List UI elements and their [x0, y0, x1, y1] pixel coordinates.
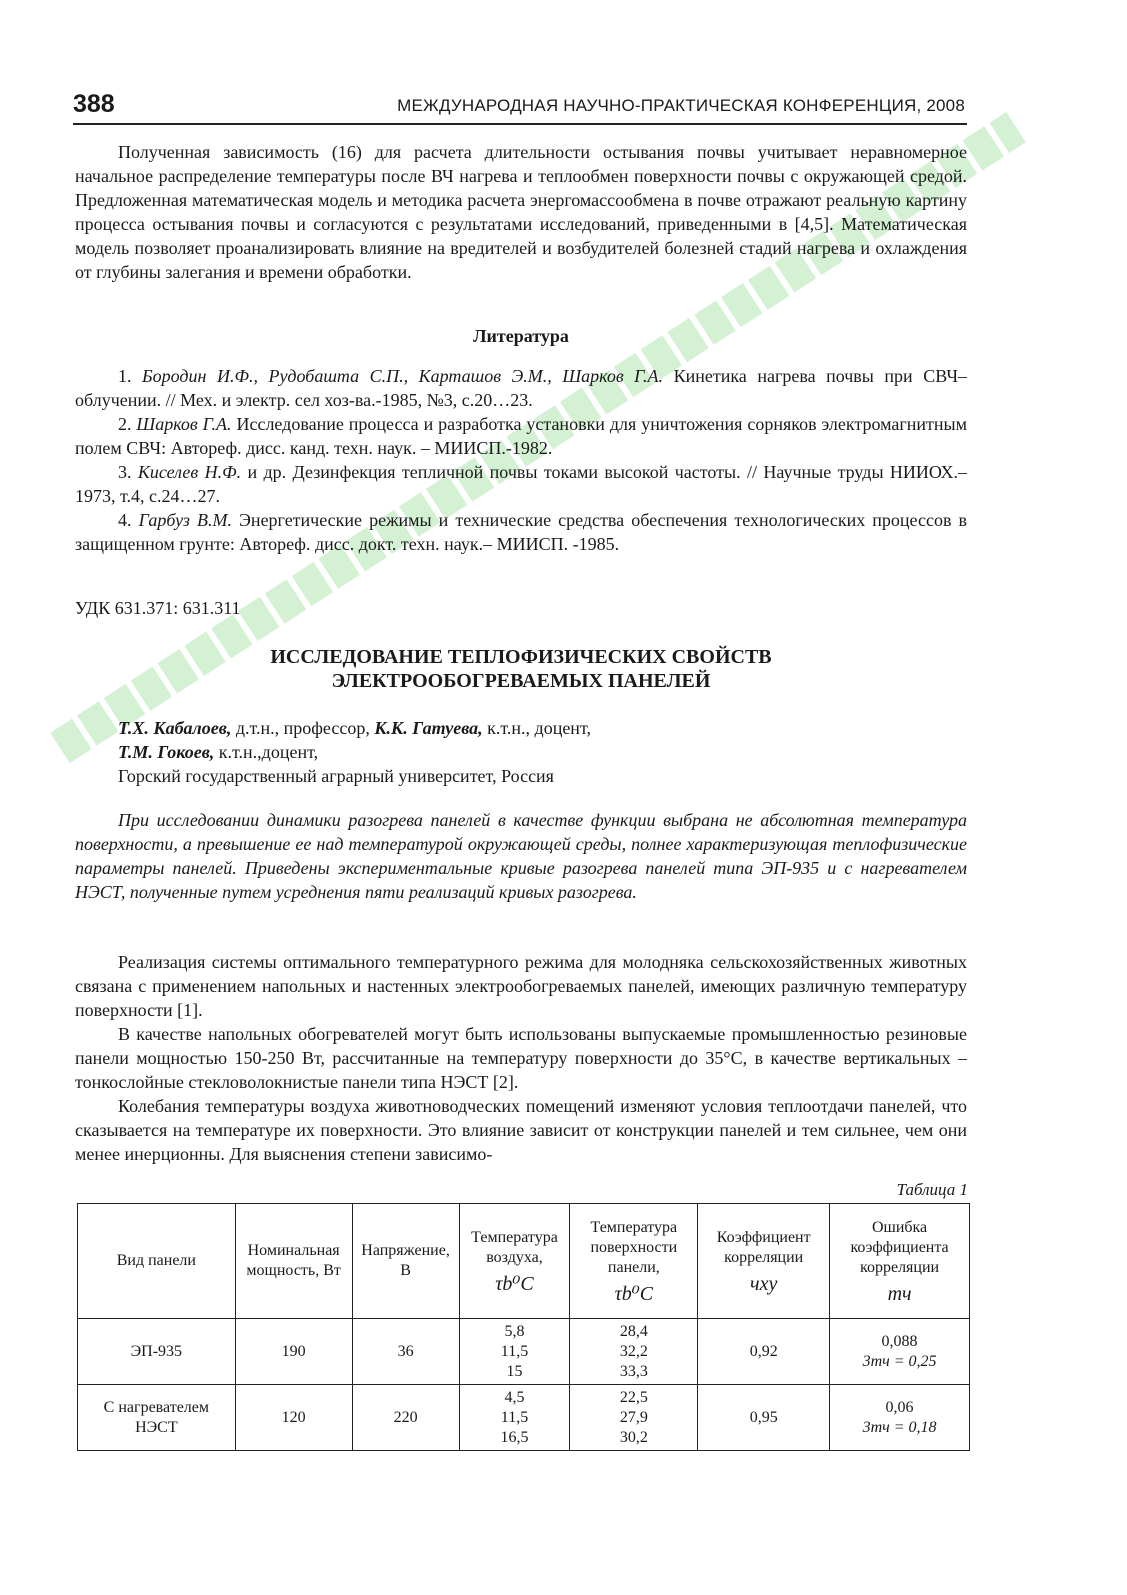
cell-power: 120	[235, 1385, 352, 1451]
author-name: Т.М. Гокоев,	[118, 742, 215, 762]
authors-block	[118, 716, 591, 788]
table-row	[78, 1385, 970, 1451]
author-name: Т.Х. Кабалоев,	[118, 718, 232, 738]
authors-line-2: Т.М. Гокоев, к.т.н.,доцент,	[118, 742, 319, 762]
body-text	[75, 950, 967, 1166]
references-list	[75, 364, 967, 556]
header-surface-temp: Температура поверхности панели, τb⁰C	[570, 1204, 698, 1319]
running-title: МЕЖДУНАРОДНАЯ НАУЧНО-ПРАКТИЧЕСКАЯ КОНФЕРЕНЦИЯ, 2008	[397, 96, 965, 115]
reference-item: 3. Киселев Н.Ф. и др. Дезинфекция тепличной почвы токами высокой частоты. // Научные труды НИИОХ.– 1973, т.4, с.24…27.	[75, 462, 968, 506]
header-air-temp: Температура воздуха, τb⁰C	[459, 1204, 570, 1319]
table-header-row	[78, 1204, 970, 1319]
abstract-text: При исследовании динамики разогрева панелей в качестве функции выбрана не абсолютная температура поверхности, а превышение ее над температурой окружающей среды, полнее характеризующая теплофизические параметры панелей. Приведены экспериментальные кривые разогрева панелей типа ЭП-935 и с нагревателем НЭСТ, полученные путем усреднения пяти реализаций кривых разогрева.	[75, 810, 967, 902]
intro-text	[75, 140, 967, 284]
header-panel-type: Вид панели	[78, 1204, 236, 1319]
article-title	[75, 645, 967, 693]
cell-voltage: 36	[352, 1319, 459, 1385]
references-heading: Литература	[473, 326, 569, 346]
header-correlation: Коэффициент корреляции чxy	[698, 1204, 830, 1319]
cell-surface-temp: 28,4 32,2 33,3	[570, 1319, 698, 1385]
cell-error: 0,06 3mч = 0,18	[830, 1385, 970, 1451]
header-voltage: Напряжение, В	[352, 1204, 459, 1319]
title-line-2: ЭЛЕКТРООБОГРЕВАЕМЫХ ПАНЕЛЕЙ	[331, 670, 711, 692]
reference-item: 4. Гарбуз В.М. Энергетические режимы и технические средства обеспечения технологических процессов в защищенном грунте: Автореф. дисс. докт. техн. наук.– МИИСП. -1985.	[75, 510, 968, 554]
cell-type: С нагревателем НЭСТ	[78, 1385, 236, 1451]
cell-correlation: 0,95	[698, 1385, 830, 1451]
symbol-surface-temp: τb⁰C	[614, 1283, 654, 1305]
symbol-air-temp: τb⁰C	[495, 1273, 534, 1295]
authors-line-1: Т.Х. Кабалоев, д.т.н., профессор, К.К. Гатуева, к.т.н., доцент,	[118, 718, 591, 738]
data-table	[77, 1203, 970, 1451]
table-caption: Таблица 1	[896, 1180, 968, 1199]
reference-authors: Гарбуз В.М.	[138, 510, 232, 530]
affiliation: Горский государственный аграрный университет, Россия	[118, 766, 554, 786]
cell-power: 190	[235, 1319, 352, 1385]
header-correlation-error: Ошибка коэффициента корреляции mч	[830, 1204, 970, 1319]
page-number: 388	[73, 90, 115, 118]
abstract	[75, 808, 967, 904]
cell-voltage: 220	[352, 1385, 459, 1451]
table-row	[78, 1319, 970, 1385]
cell-air-temp: 5,8 11,5 15	[459, 1319, 570, 1385]
title-line-1: ИССЛЕДОВАНИЕ ТЕПЛОФИЗИЧЕСКИХ СВОЙСТВ	[270, 646, 772, 668]
reference-authors: Бородин И.Ф., Рудобашта С.П., Карташов Э.М., Шарков Г.А.	[142, 366, 664, 386]
intro-paragraph: Полученная зависимость (16) для расчета длительности остывания почвы учитывает неравномерное начальное распределение температуры после ВЧ нагрева и теплообмен поверхности почвы с окружающей средой. Предложенная математическая модель и методика расчета энергомассообмена в почве отражают реальную картину процесса остывания почвы и согласуются с результатами исследований, приведенными в [4,5]. Математическая модель позволяет проанализировать влияние на вредителей и возбудителей болезней стадий нагрева и охлаждения от глубины залегания и времени обработки.	[75, 142, 967, 282]
cell-surface-temp: 22,5 27,9 30,2	[570, 1385, 698, 1451]
reference-item: 1. Бородин И.Ф., Рудобашта С.П., Карташов Э.М., Шарков Г.А. Кинетика нагрева почвы при СВЧ– облучении. // Мех. и электр. сел хоз-ва.-1985, №3, с.20…23.	[75, 366, 968, 410]
cell-correlation: 0,92	[698, 1319, 830, 1385]
symbol-correlation: чxy	[750, 1273, 778, 1295]
reference-item: 2. Шарков Г.А. Исследование процесса и разработка установки для уничтожения сорняков электромагнитным полем СВЧ: Автореф. дисс. канд. техн. наук. – МИИСП.-1982.	[75, 414, 968, 458]
header-rule	[73, 123, 967, 125]
body-paragraph: Реализация системы оптимального температурного режима для молодняка сельскохозяйственных животных связана с применением напольных и настенных электрообогреваемых панелей, имеющих различную температуру поверхности [1].	[75, 952, 967, 1020]
udk-code: УДК 631.371: 631.311	[75, 598, 241, 618]
body-paragraph: Колебания температуры воздуха животноводческих помещений изменяют условия теплоотдачи панелей, что сказывается на температуре их поверхности. Это влияние зависит от конструкции панелей и тем сильнее, чем они менее инерционны. Для выяснения степени зависимо-	[75, 1096, 967, 1164]
symbol-error: mч	[887, 1283, 912, 1305]
cell-type: ЭП-935	[78, 1319, 236, 1385]
author-name: К.К. Гатуева,	[374, 718, 483, 738]
reference-authors: Шарков Г.А.	[136, 414, 232, 434]
body-paragraph: В качестве напольных обогревателей могут быть использованы выпускаемые промышленностью резиновые панели мощностью 150-250 Вт, рассчитанные на температуру поверхности до 35°С, в качестве вертикальных – тонкослойные стекловолокнистые панели типа НЭСТ [2].	[75, 1024, 967, 1092]
cell-air-temp: 4,5 11,5 16,5	[459, 1385, 570, 1451]
reference-authors: Киселев Н.Ф.	[137, 462, 242, 482]
header-power: Номинальная мощность, Вт	[235, 1204, 352, 1319]
cell-error: 0,088 3mч = 0,25	[830, 1319, 970, 1385]
